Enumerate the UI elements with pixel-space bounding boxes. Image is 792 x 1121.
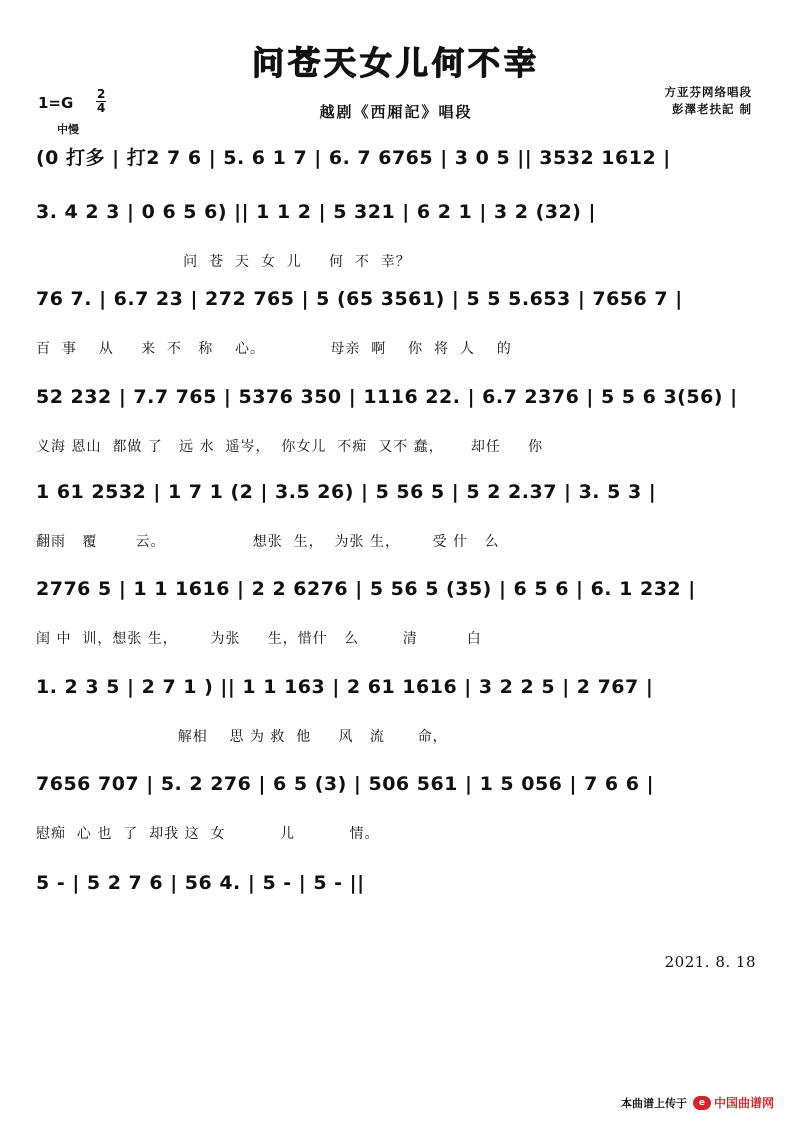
notation-line: 76 7. | 6.7 23 | 272 765 | 5 (65 3561) | 5 5 5.653 | 7656 7 |: [36, 288, 683, 310]
notation-line: (0 打多 | 打2 7 6 | 5. 6 1 7 | 6. 7 6765 | 3 0 5 || 3532 1612 |: [36, 147, 671, 169]
site-logo[interactable]: [693, 1094, 774, 1111]
notation-line: 5 - | 5 2 7 6 | 56 4. | 5 - | 5 - ||: [36, 872, 365, 894]
score-row: [36, 872, 758, 958]
score-row: [36, 386, 758, 472]
notation-line: 1. 2 3 5 | 2 7 1 ) || 1 1 163 | 2 61 1616 | 3 2 2 5 | 2 767 |: [36, 676, 654, 698]
tempo-marking: 中慢: [57, 123, 79, 136]
notation-line: 7656 707 | 5. 2 276 | 6 5 (3) | 506 561 | 1 5 056 | 7 6 6 |: [36, 773, 655, 795]
notation-line: 1 61 2532 | 1 7 1 (2 | 3.5 26) | 5 56 5 | 5 2 2.37 | 3. 5 3 |: [36, 481, 657, 503]
lyric-line: 问 苍 天 女 儿 何 不 幸？: [36, 254, 411, 270]
song-subtitle: 越剧《西厢記》唱段: [319, 103, 473, 121]
lyric-line: 慰痴 心 也 了 却我 这 女 儿 情。: [36, 826, 380, 842]
footer: [621, 1094, 774, 1111]
song-title: 问苍天女儿何不幸: [251, 44, 540, 82]
score-row: [36, 481, 758, 567]
lyric-line: 闺 中 训，想张 生， 为张 生，惜什 么 清 白: [36, 631, 482, 647]
score-row: [36, 201, 758, 287]
score-row: [36, 676, 758, 762]
lyric-line: 解相 思 为 救 他 风 流 命，: [36, 729, 448, 745]
time-signature-top: 2: [97, 87, 106, 101]
score-row: [36, 773, 758, 859]
score-row: [36, 288, 758, 374]
lyric-line: 义海 恩山 都做 了 远 水 遥岑， 你女儿 不痴 又不 蠢， 却任 你: [36, 439, 544, 455]
credit-line-1: 方亚芬网络唱段: [664, 85, 752, 99]
lyric-line: 百 事 从 来 不 称 心。 母亲 啊 你 将 人 的: [36, 341, 512, 357]
credit-line-2: 彭澤老扶記 制: [671, 102, 752, 116]
lyric-line: 翻雨 覆 云。 想张 生， 为张 生， 受 什 么: [36, 534, 500, 550]
notation-line: 3. 4 2 3 | 0 6 5 6) || 1 1 2 | 5 321 | 6 2 1 | 3 2 (32) |: [36, 201, 596, 223]
date: 2021. 8. 18: [664, 953, 756, 971]
notation-line: 52 232 | 7.7 765 | 5376 350 | 1116 22. | 6.7 2376 | 5 5 6 3(56) |: [36, 386, 738, 408]
time-signature: [96, 88, 106, 115]
key-signature: 1=G: [38, 94, 74, 112]
logo-icon: e: [693, 1096, 711, 1110]
time-signature-bottom: 4: [97, 101, 106, 115]
notation-line: 2776 5 | 1 1 1616 | 2 2 6276 | 5 56 5 (35) | 6 5 6 | 6. 1 232 |: [36, 578, 696, 600]
score-row: [36, 578, 758, 664]
site-logo-text: 中国曲谱网: [713, 1096, 774, 1110]
footer-label: 本曲谱上传于: [620, 1096, 687, 1110]
